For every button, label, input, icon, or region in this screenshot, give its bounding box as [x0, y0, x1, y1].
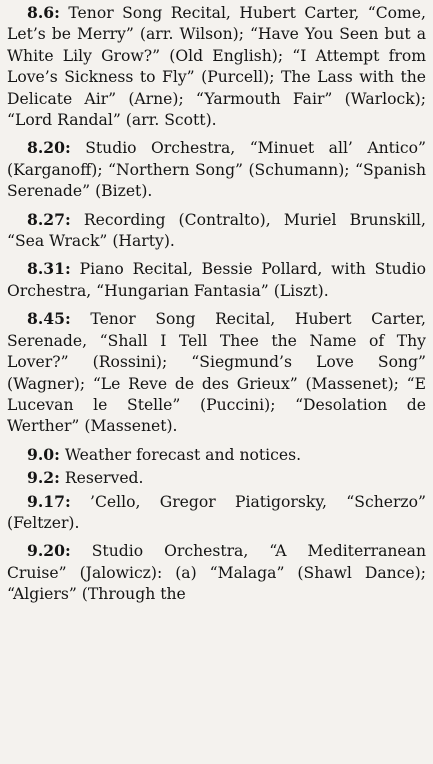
program-time: 8.27: [27, 209, 71, 229]
program-entry-8-20 [7, 137, 426, 202]
program-time: 8.20: [27, 138, 71, 158]
program-text: Recording (Contralto), Muriel Brunskill, “Sea Wrack” (Harty). [7, 210, 426, 251]
program-entry-9-0 [7, 444, 426, 466]
program-text: Reserved. [64, 469, 144, 488]
program-text: Studio Orchestra, “Minuet all’ Antico” (Karganoff); “Northern Song” (Schumann); “Spanish Serenade” (Bizet). [7, 139, 426, 201]
program-time: 9.17: [27, 491, 71, 511]
program-entry-8-6 [7, 2, 426, 131]
program-text: Tenor Song Recital, Hubert Carter, Serenade, “Shall I Tell Thee the Name of Thy Lover?” (Rossini); “Siegmund’s Love Song” (Wagner); “Le Reve de des Grieux” (Massenet); “E Lucevan le Stelle” (Puccini); “Desolation de Werther” (Massenet). [7, 310, 426, 436]
program-time: 8.6: [27, 3, 60, 22]
program-time: 8.45: [27, 309, 71, 329]
program-time: 9.2: [27, 468, 60, 488]
program-time: 8.31: [27, 259, 71, 279]
program-text: ’Cello, Gregor Piatigorsky, “Scherzo” (Feltzer). [7, 492, 426, 532]
program-text: Piano Recital, Bessie Pollard, with Studio Orchestra, “Hungarian Fantasia” (Liszt). [7, 260, 426, 300]
program-entry-8-27 [7, 209, 426, 253]
program-time: 9.20: [27, 541, 71, 561]
program-text: Weather forecast and notices. [64, 445, 302, 464]
program-entry-9-2 [7, 467, 426, 489]
program-time: 9.0: [27, 444, 60, 464]
program-text: Tenor Song Recital, Hubert Carter, “Come, Let’s be Merry” (arr. Wilson); “Have You Seen but a White Lily Grow?” (Old English); “I Attempt from Love’s Sickness to Fly” (Purcell); The Lass with the Delicate Air” (Arne); “Yarmouth Fair” (Warlock); “Lord Randal” (arr. Scott). [7, 4, 426, 130]
program-entry-9-20 [7, 540, 426, 605]
program-entry-9-17 [7, 491, 426, 535]
program-entry-8-45 [7, 308, 426, 437]
program-entry-8-31 [7, 258, 426, 302]
program-text: Studio Orchestra, “A Mediterranean Cruise” (Jalowicz): (a) “Malaga” (Shawl Dance); “Algiers” (Through the [7, 542, 426, 604]
